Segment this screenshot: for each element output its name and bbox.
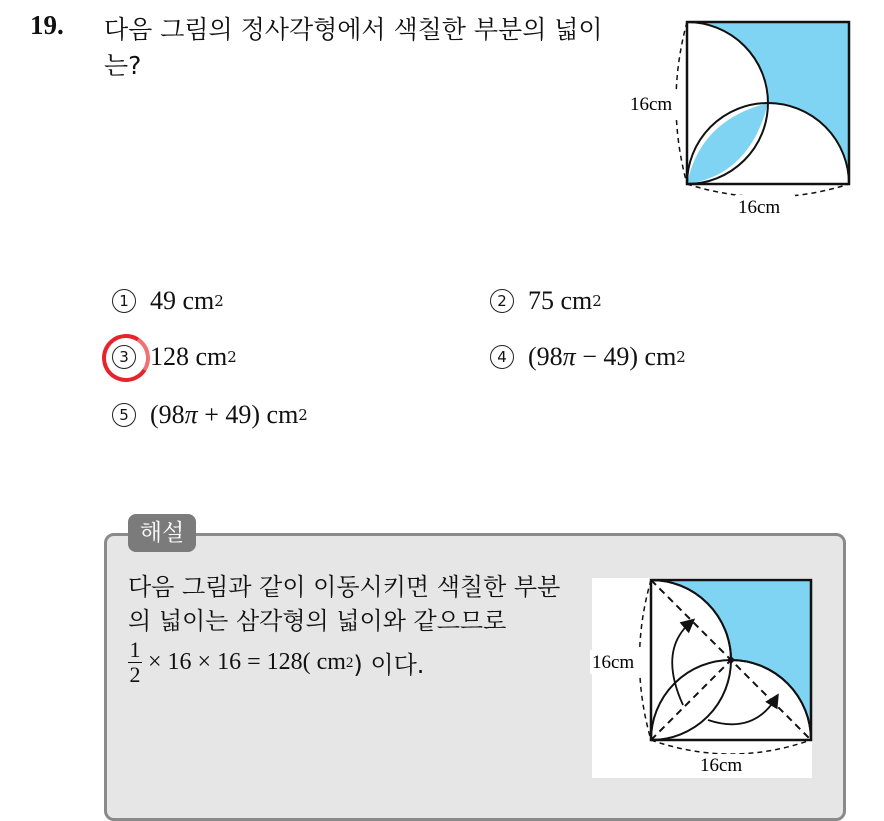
answer-mark bbox=[98, 330, 155, 387]
question-number: 19. bbox=[30, 10, 64, 40]
move-arrow-1 bbox=[672, 622, 691, 705]
choice-4[interactable]: 4 (98π − 49) cm 2 bbox=[490, 342, 686, 372]
choice-5-number: 5 bbox=[112, 403, 136, 427]
choice-2-value: 75 cm bbox=[528, 286, 593, 315]
choice-2[interactable]: 2 75 cm 2 bbox=[490, 286, 602, 316]
choice-2-number: 2 bbox=[490, 289, 514, 313]
question-figure bbox=[630, 10, 870, 225]
solution-figure bbox=[588, 570, 818, 780]
choice-4-value: (98π − 49) cm bbox=[528, 342, 677, 371]
solution-text: 다음 그림과 같이 이동시키면 색칠한 부분의 넓이는 삼각형의 넓이와 같으므로 bbox=[128, 573, 561, 635]
choice-1-number: 1 bbox=[112, 289, 136, 313]
solution-label-bottom: 16cm bbox=[700, 755, 743, 776]
choice-1-value: 49 cm bbox=[150, 286, 215, 315]
choice-5-value: (98π + 49) cm bbox=[150, 400, 299, 429]
label-left: 16cm bbox=[630, 94, 673, 115]
choice-3[interactable]: 3 128 cm 2 bbox=[112, 342, 237, 372]
solution-label-left: 16cm bbox=[592, 652, 635, 673]
solution-tag: 해설 bbox=[128, 514, 196, 552]
choice-3-value: 128 cm bbox=[150, 342, 228, 371]
choice-5[interactable]: 5 (98π + 49) cm 2 bbox=[112, 400, 308, 430]
solution-formula: $\frac{1}{2}$ × 16 × 16 = 128( cm 2 ) 이다. bbox=[129, 637, 425, 687]
choice-3-number: 3 bbox=[112, 345, 136, 369]
label-bottom: 16cm bbox=[738, 197, 781, 218]
choice-1[interactable]: 1 49 cm 2 bbox=[112, 286, 224, 316]
fraction-half: $\frac{1}{2}$ bbox=[129, 637, 141, 687]
question-text: 다음 그림의 정사각형에서 색칠한 부분의 넓이는? bbox=[104, 15, 603, 80]
choice-4-number: 4 bbox=[490, 345, 514, 369]
